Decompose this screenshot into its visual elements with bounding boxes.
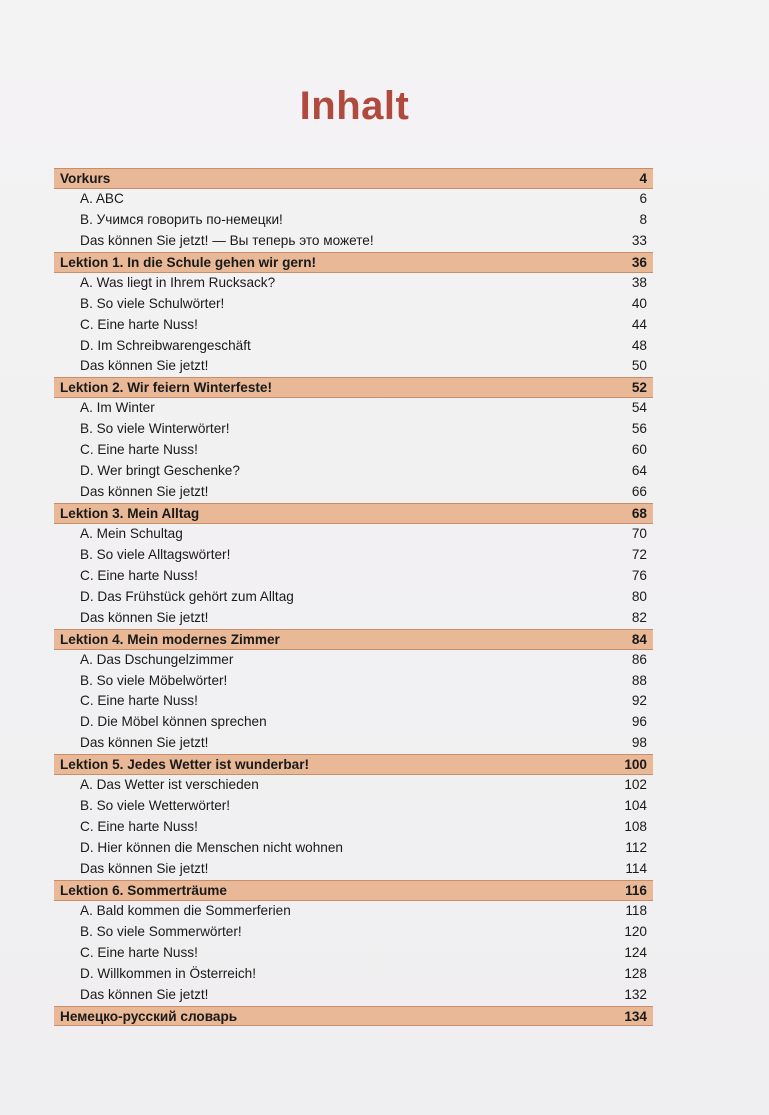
toc-page-number: 4	[639, 171, 647, 186]
toc-entry-title: C. Eine harte Nuss!	[80, 819, 198, 835]
toc-entry-title: C. Eine harte Nuss!	[80, 944, 198, 960]
toc-entry-row	[54, 419, 653, 440]
toc-entry-title: Немецко-русский словарь	[60, 1008, 238, 1024]
toc-entry-title: B. Учимся говорить по-немецки!	[80, 211, 283, 227]
toc-entry-title: D. Die Möbel können sprechen	[80, 714, 267, 730]
toc-entry-row	[54, 712, 653, 733]
toc-entry-row	[54, 796, 653, 817]
toc-page-number: 92	[631, 693, 647, 709]
toc-page-number: 50	[631, 358, 647, 374]
toc-entry-row	[54, 273, 653, 294]
toc-entry-title: Lektion 6. Sommerträume	[60, 882, 227, 898]
toc-page-number: 132	[624, 986, 647, 1002]
toc-page-number: 44	[631, 316, 647, 332]
toc-entry-title: Das können Sie jetzt!	[80, 986, 209, 1002]
toc-page-number: 76	[631, 567, 647, 583]
toc-page-number: 84	[631, 631, 647, 647]
toc-section-row	[54, 1006, 653, 1027]
toc-entry-row	[54, 671, 653, 692]
toc-entry-row	[54, 587, 653, 608]
toc-page-number: 40	[631, 295, 647, 311]
toc-page-number: 96	[631, 714, 647, 730]
toc-page-number: 56	[631, 421, 647, 437]
toc-summary-row	[54, 859, 653, 880]
toc-entry-title: Lektion 3. Mein Alltag	[60, 506, 200, 521]
toc-page-number: 64	[631, 463, 647, 479]
toc-page-number: 68	[631, 506, 647, 521]
toc-entry-row	[54, 189, 653, 210]
toc-page-number: 8	[639, 211, 647, 227]
toc-page-number: 100	[624, 757, 647, 773]
toc-page-number: 118	[625, 902, 647, 918]
toc-entry-row	[54, 524, 653, 545]
toc-summary-row	[54, 608, 653, 629]
toc-entry-row	[54, 461, 653, 482]
toc-entry-row	[54, 336, 653, 357]
toc-list	[54, 168, 653, 1026]
toc-entry-row	[54, 901, 653, 922]
toc-section-row	[54, 252, 653, 273]
toc-page-number: 80	[631, 588, 647, 604]
toc-entry-row	[54, 210, 653, 231]
toc-entry-title: A. Das Dschungelzimmer	[80, 651, 234, 667]
toc-page-number: 134	[624, 1008, 647, 1024]
toc-section-row	[54, 503, 653, 524]
toc-entry-row	[54, 775, 653, 796]
toc-page-number: 114	[625, 860, 647, 876]
toc-entry-row	[54, 294, 653, 315]
toc-page-number: 36	[631, 254, 647, 270]
toc-entry-row	[54, 545, 653, 566]
toc-page-number: 33	[631, 232, 647, 248]
toc-page-number: 112	[625, 840, 647, 855]
toc-section-row	[54, 754, 653, 775]
toc-entry-title: Das können Sie jetzt!	[80, 358, 209, 374]
toc-page-number: 66	[631, 484, 647, 500]
toc-entry-title: B. So viele Alltagswörter!	[80, 546, 231, 562]
toc-entry-title: Das können Sie jetzt!	[80, 484, 209, 500]
toc-entry-row	[54, 817, 653, 838]
toc-page-number: 102	[624, 777, 647, 793]
toc-entry-title: B. So viele Schulwörter!	[80, 295, 225, 311]
toc-entry-title: D. Willkommen in Österreich!	[80, 965, 256, 981]
toc-section-row	[54, 377, 653, 398]
table-of-contents	[54, 168, 653, 1026]
toc-entry-title: Das können Sie jetzt!	[80, 860, 209, 876]
toc-page-number: 86	[631, 651, 647, 667]
toc-summary-row	[54, 985, 653, 1006]
toc-page-number: 48	[631, 337, 647, 353]
toc-summary-row	[54, 482, 653, 503]
toc-page-number: 52	[631, 380, 647, 396]
toc-entry-title: B. So viele Möbelwörter!	[80, 672, 228, 688]
toc-entry-row	[54, 964, 653, 985]
toc-entry-title: A. Im Winter	[80, 400, 155, 416]
toc-entry-title: A. Das Wetter ist verschieden	[80, 777, 259, 793]
toc-page-number: 54	[631, 400, 647, 416]
toc-page-number: 128	[624, 965, 647, 981]
toc-entry-row	[54, 943, 653, 964]
toc-entry-title: B. So viele Wetterwörter!	[80, 798, 231, 814]
toc-entry-title: C. Eine harte Nuss!	[80, 567, 198, 583]
toc-page-number: 108	[624, 819, 647, 835]
toc-entry-title: Lektion 2. Wir feiern Winterfeste!	[60, 380, 273, 396]
toc-entry-title: D. Das Frühstück gehört zum Alltag	[80, 588, 294, 604]
toc-page-number: 82	[631, 609, 647, 625]
toc-summary-row	[54, 733, 653, 754]
toc-page-number: 70	[631, 525, 647, 541]
toc-summary-row	[54, 356, 653, 377]
toc-entry-row	[54, 398, 653, 419]
toc-entry-title: D. Im Schreibwarengeschäft	[80, 337, 251, 353]
toc-entry-title: C. Eine harte Nuss!	[80, 316, 198, 332]
toc-section-row	[54, 629, 653, 650]
toc-entry-title: Das können Sie jetzt!	[80, 735, 209, 751]
toc-summary-row	[54, 231, 653, 252]
toc-entry-title: D. Wer bringt Geschenke?	[80, 463, 240, 479]
toc-entry-title: Lektion 4. Mein modernes Zimmer	[60, 631, 280, 647]
toc-entry-row	[54, 566, 653, 587]
toc-entry-title: Das können Sie jetzt! — Вы теперь это можете!	[80, 232, 374, 248]
toc-section-row	[54, 880, 653, 901]
toc-entry-row	[54, 650, 653, 671]
toc-entry-title: A. ABC	[80, 190, 124, 206]
toc-entry-title: Lektion 5. Jedes Wetter ist wunderbar!	[60, 757, 310, 773]
toc-section-row	[54, 168, 653, 189]
toc-page-number: 104	[624, 798, 647, 814]
toc-entry-title: C. Eine harte Nuss!	[80, 693, 198, 709]
toc-entry-row	[54, 691, 653, 712]
toc-entry-row	[54, 838, 653, 859]
toc-page-number: 38	[631, 274, 647, 290]
toc-page-number: 72	[631, 546, 647, 562]
toc-entry-title: D. Hier können die Menschen nicht wohnen	[80, 840, 343, 855]
toc-page-number: 88	[631, 672, 647, 688]
toc-page-number: 120	[624, 923, 647, 939]
toc-entry-row	[54, 315, 653, 336]
toc-entry-title: Vorkurs	[60, 171, 111, 186]
toc-entry-title: C. Eine harte Nuss!	[80, 442, 198, 458]
toc-page-number: 116	[625, 882, 647, 898]
toc-page-number: 124	[624, 944, 647, 960]
toc-page-number: 60	[631, 442, 647, 458]
toc-page-number: 98	[631, 735, 647, 751]
toc-entry-title: A. Bald kommen die Sommerferien	[80, 902, 291, 918]
toc-page-number: 6	[639, 190, 647, 206]
toc-entry-title: B. So viele Winterwörter!	[80, 421, 230, 437]
toc-entry-row	[54, 440, 653, 461]
page-title: Inhalt	[299, 84, 410, 128]
toc-entry-title: A. Was liegt in Ihrem Rucksack?	[80, 274, 276, 290]
toc-entry-title: Lektion 1. In die Schule gehen wir gern!	[60, 254, 317, 270]
toc-entry-row	[54, 922, 653, 943]
toc-entry-title: Das können Sie jetzt!	[80, 609, 209, 625]
toc-entry-title: B. So viele Sommerwörter!	[80, 923, 242, 939]
toc-entry-title: A. Mein Schultag	[80, 525, 183, 541]
